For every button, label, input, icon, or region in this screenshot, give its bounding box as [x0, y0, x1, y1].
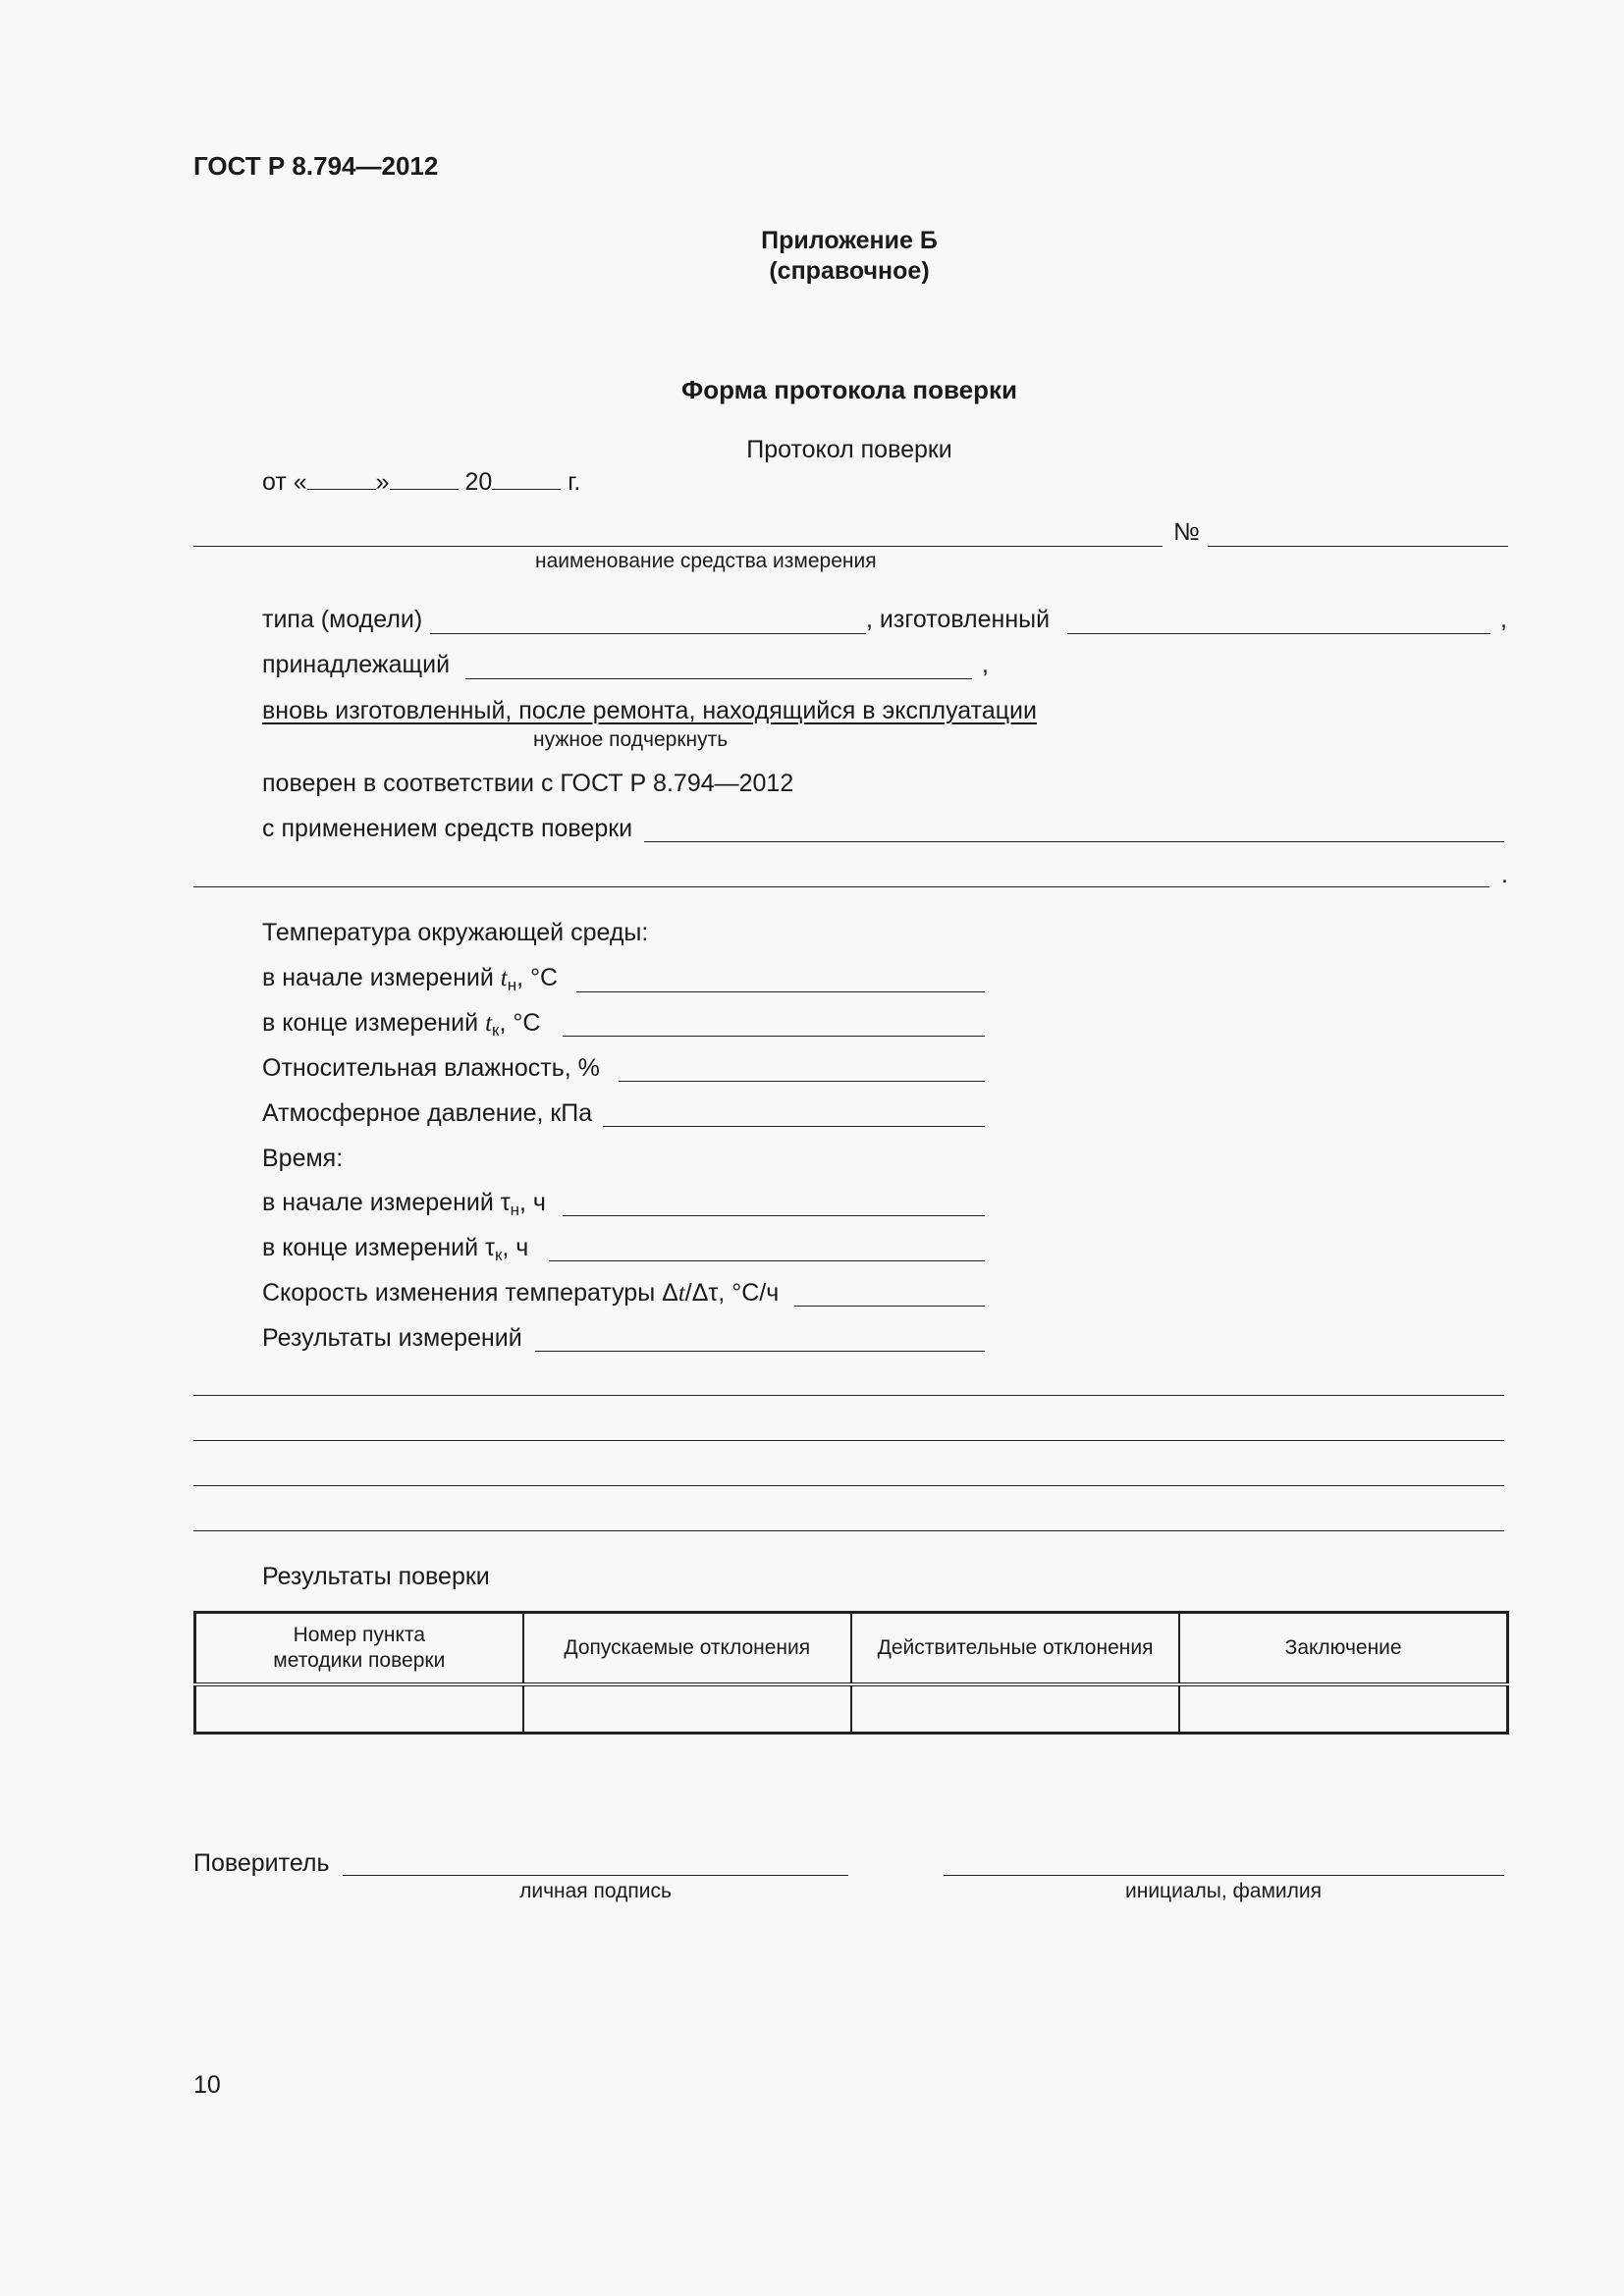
table-row [195, 1684, 1508, 1734]
start-temp-label: в начале измерений $t_н$, °С [262, 964, 559, 994]
condition-options[interactable]: вновь изготовленный, после ремонта, находящийся в эксплуатации [262, 697, 1037, 724]
measurement-results-label: Результаты измерений [262, 1324, 522, 1352]
name-field[interactable] [944, 1875, 1504, 1876]
serial-number-field[interactable] [1208, 546, 1508, 547]
table-header-row [195, 1613, 1508, 1685]
end-time-label: в конце измерений $\tau_к$, ч [262, 1234, 529, 1264]
humidity-label: Относительная влажность, % [262, 1054, 600, 1082]
page-number: 10 [193, 2071, 221, 2099]
temp-rate-label: Скорость изменения температуры Δt/Δτ, °С/ч [262, 1279, 780, 1307]
table-cell[interactable] [523, 1684, 851, 1734]
measurement-results-line[interactable] [193, 1395, 1504, 1396]
end-temp-label: в конце измерений $t_к$, °С [262, 1009, 541, 1040]
temp-rate-field[interactable] [794, 1306, 985, 1307]
start-temp-field[interactable] [576, 991, 985, 992]
measurement-results-line[interactable] [193, 1440, 1504, 1441]
measurement-results-line[interactable] [193, 1530, 1504, 1531]
protocol-date: от « » 20 г. [262, 468, 581, 496]
condition-caption: нужное подчеркнуть [533, 728, 729, 751]
column-header-item-number: Номер пункта методики поверки [195, 1613, 523, 1685]
signature-field[interactable] [343, 1875, 848, 1876]
means-field-continued[interactable] [193, 886, 1489, 887]
type-field[interactable] [430, 633, 866, 634]
means-label: с применением средств поверки [262, 815, 633, 842]
table-cell[interactable] [195, 1684, 523, 1734]
pressure-label: Атмосферное давление, кПа [262, 1099, 593, 1127]
table-cell[interactable] [1179, 1684, 1507, 1734]
measurement-results-field[interactable] [535, 1351, 985, 1352]
manufacturer-field[interactable] [1067, 633, 1490, 634]
comma: , [982, 651, 989, 678]
measurement-results-line[interactable] [193, 1485, 1504, 1486]
number-sign: № [1173, 518, 1200, 546]
manufactured-label: , изготовленный [866, 606, 1051, 633]
appendix-subtitle: (справочное) [769, 257, 930, 285]
ambient-temp-heading: Температура окружающей среды: [262, 919, 649, 946]
signature-caption: личная подпись [519, 1880, 672, 1902]
type-label: типа (модели) [262, 606, 423, 633]
column-header-allowed-deviation: Допускаемые отклонения [523, 1613, 851, 1685]
form-title: Форма протокола поверки [681, 375, 1017, 404]
verification-results-heading: Результаты поверки [262, 1563, 490, 1590]
name-caption: инициалы, фамилия [1125, 1880, 1322, 1902]
comma: , [1500, 606, 1507, 633]
pressure-field[interactable] [603, 1126, 985, 1127]
start-time-field[interactable] [563, 1215, 985, 1216]
document-standard-header: ГОСТ Р 8.794—2012 [193, 151, 439, 181]
protocol-title: Протокол поверки [746, 436, 952, 463]
end-temp-field[interactable] [563, 1036, 985, 1037]
time-heading: Время: [262, 1145, 344, 1172]
instrument-name-field[interactable] [193, 546, 1163, 547]
appendix-title: Приложение Б [761, 227, 938, 254]
column-header-actual-deviation: Действительные отклонения [851, 1613, 1179, 1685]
verification-results-table [193, 1611, 1509, 1735]
owner-label: принадлежащий [262, 651, 451, 678]
table-cell[interactable] [851, 1684, 1179, 1734]
column-header-conclusion: Заключение [1179, 1613, 1507, 1685]
humidity-field[interactable] [619, 1081, 985, 1082]
instrument-name-caption: наименование средства измерения [535, 550, 877, 572]
verifier-label: Поверитель [193, 1849, 330, 1877]
start-time-label: в начале измерений $\tau_н$, ч [262, 1189, 546, 1219]
means-field[interactable] [644, 841, 1504, 842]
period: . [1501, 861, 1508, 888]
verified-text: поверен в соответствии с ГОСТ Р 8.794—2012 [262, 770, 794, 797]
end-time-field[interactable] [549, 1260, 985, 1261]
owner-field[interactable] [465, 678, 972, 679]
